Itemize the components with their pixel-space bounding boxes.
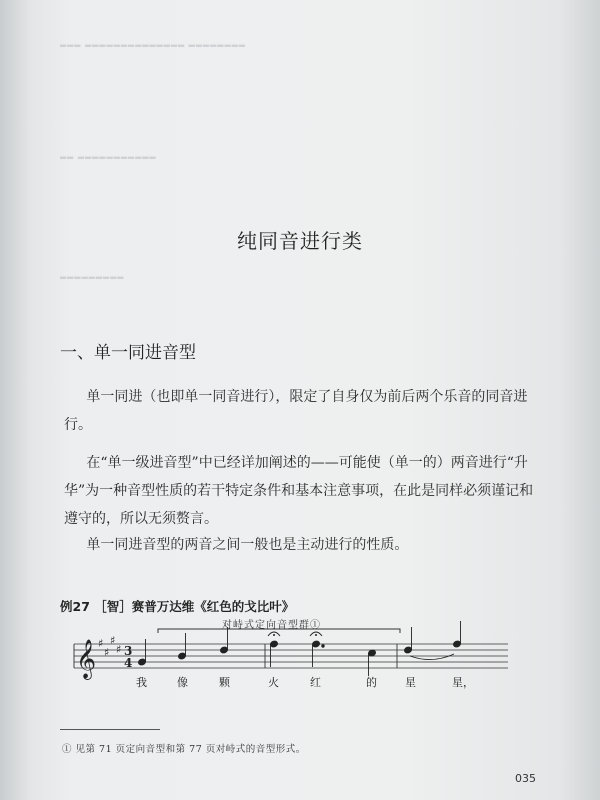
lyric-syllable: 颗: [219, 676, 230, 689]
svg-text:♯: ♯: [116, 643, 122, 656]
example-label: 例27 ［智］赛普万达维《红色的戈比叶》: [60, 599, 295, 614]
lyric-syllable: 星: [405, 676, 416, 689]
section-heading: 一、单一同进音型: [60, 343, 196, 363]
svg-text:♯: ♯: [110, 634, 116, 647]
lyric-syllable: 红: [310, 676, 321, 689]
dot: [322, 645, 324, 647]
page-number: 035: [515, 772, 536, 785]
paragraph-2: 在“单一级进音型”中已经详加阐述的——可能使（单一的）两音进行“升华”为一种音型性质的若干特定条件和基本注意事项，在此是同样必须谨记和遵守的，所以无须赘言。: [64, 455, 534, 527]
note-7: [404, 646, 413, 654]
footnote-divider: [60, 729, 160, 730]
key-signature-sharps-icon: [98, 634, 121, 659]
time-signature-top: 3: [124, 644, 133, 658]
annotation-bracket: [158, 629, 400, 633]
paragraph-3: 单一同进音型的两音之间一般也是主动进行的性质。: [86, 537, 409, 553]
note-3: [220, 646, 229, 654]
note-1: [138, 658, 147, 666]
time-signature-bottom: 4: [124, 656, 133, 670]
treble-clef-icon: 𝄞: [76, 639, 97, 679]
page-title: 纯同音进行类: [237, 229, 363, 253]
lyric-syllable: 我: [136, 676, 147, 689]
bleed-through-text: ▂▂ ▂▂▂▂▂▂▂▂▂▂▂: [60, 150, 157, 159]
svg-text:♯: ♯: [98, 637, 104, 650]
fermata-icon: [268, 632, 322, 636]
note-4: [270, 640, 279, 648]
example-annotation: 对峙式定向音型群①: [222, 620, 321, 631]
footnote: ① 见第 71 页定向音型和第 77 页对峙式的音型形式。: [62, 744, 306, 755]
lyric-syllable: 火: [268, 676, 279, 689]
music-staff: [60, 610, 510, 680]
lyric-syllable: 星，: [452, 676, 474, 689]
note-5: [312, 640, 321, 648]
lyric-syllable: 的: [366, 676, 377, 689]
svg-text:♯: ♯: [104, 646, 110, 659]
lyric-syllable: 像: [177, 676, 188, 689]
paragraph-1: 单一同进（也即单一同音进行），限定了自身仅为前后两个乐音的同音进行。: [64, 389, 528, 433]
note-8: [453, 640, 462, 648]
bleed-through-text: ▂▂▂▂▂▂▂▂▂: [60, 270, 125, 279]
bleed-through-text: ▂▂▂ ▂▂▂▂▂▂▂▂▂▂▂▂▂▂ ▂▂▂▂▂▂▂▂: [60, 38, 246, 47]
note-2: [178, 652, 187, 660]
tie: [410, 654, 454, 660]
